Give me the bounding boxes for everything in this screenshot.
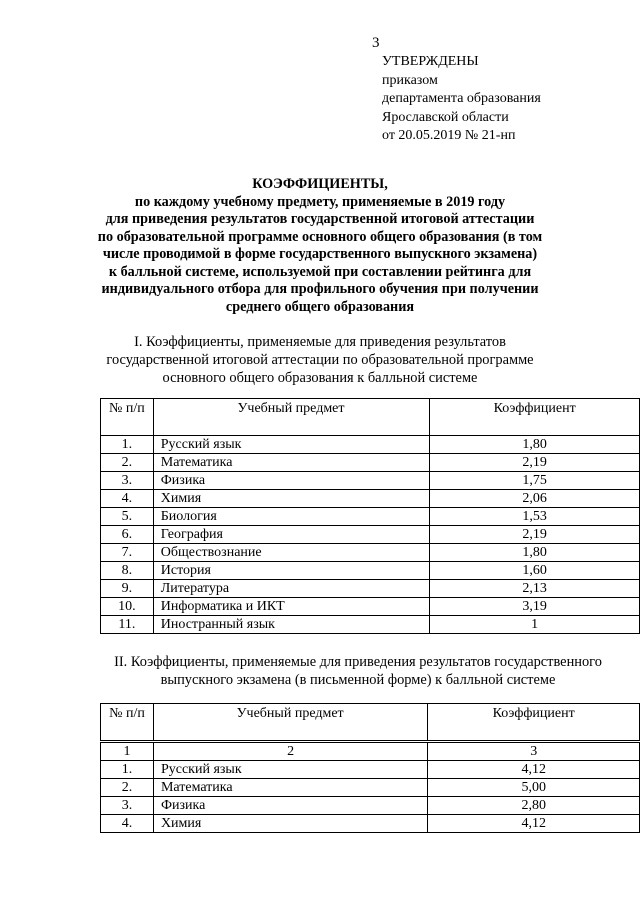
coefficient-value: 2,13 (430, 580, 640, 598)
subject-name: Физика (153, 472, 430, 490)
row-number: 3. (101, 472, 154, 490)
subject-name: Информатика и ИКТ (153, 598, 430, 616)
column-header-subject: Учебный предмет (153, 399, 430, 436)
column-number: 3 (428, 742, 640, 761)
section-heading-line: основного общего образования к балльной системе (162, 370, 478, 386)
coefficient-value: 1,53 (430, 508, 640, 526)
table-row (101, 454, 640, 472)
coefficient-value: 2,19 (430, 526, 640, 544)
subject-name: Химия (153, 490, 430, 508)
column-number: 2 (153, 742, 427, 761)
table-row (101, 544, 640, 562)
coefficient-value: 1,60 (430, 562, 640, 580)
column-header-number: № п/п (101, 399, 154, 436)
coefficient-value: 1,75 (430, 472, 640, 490)
row-number: 9. (101, 580, 154, 598)
table-row (101, 580, 640, 598)
title-line: по образовательной программе основного общего образования (в том (97, 228, 543, 245)
table-row (101, 761, 640, 779)
table-row (101, 779, 640, 797)
section-2-heading (98, 653, 618, 689)
table-row (101, 797, 640, 815)
row-number: 1. (101, 761, 154, 779)
document-title (90, 176, 550, 316)
subject-name: Иностранный язык (153, 616, 430, 634)
subject-name: География (153, 526, 430, 544)
table-header-row (101, 704, 640, 742)
section-heading-line: II. Коэффициенты, применяемые для приведения результатов государственного (114, 654, 602, 670)
section-heading-line: I. Коэффициенты, применяемые для приведения результатов (134, 334, 506, 350)
title-line: к балльной системе, используемой при составлении рейтинга для (108, 263, 532, 280)
approval-line: Ярославской области (382, 109, 509, 125)
coefficient-value: 4,12 (428, 761, 640, 779)
approval-line: департамента образования (382, 91, 541, 106)
row-number: 4. (101, 815, 154, 833)
approval-line: УТВЕРЖДЕНЫ (382, 54, 479, 69)
coefficient-value: 3,19 (430, 598, 640, 616)
title-line: по каждому учебному предмету, применяемые в 2019 году (134, 193, 506, 210)
approval-line: приказом (382, 72, 438, 88)
row-number: 2. (101, 454, 154, 472)
title-line: среднего общего образования (225, 298, 415, 315)
approval-stamp (382, 53, 541, 146)
column-number: 1 (101, 742, 154, 761)
section-1-heading (100, 333, 540, 387)
row-number: 7. (101, 544, 154, 562)
section-heading-line: государственной итоговой аттестации по образовательной программе (106, 352, 534, 368)
subject-name: Физика (153, 797, 427, 815)
table-row (101, 598, 640, 616)
coefficient-value: 2,06 (430, 490, 640, 508)
table-row (101, 616, 640, 634)
table-row (101, 815, 640, 833)
subject-name: Обществознание (153, 544, 430, 562)
title-line: индивидуального отбора для профильного обучения при получении (101, 281, 539, 297)
row-number: 8. (101, 562, 154, 580)
table-row (101, 490, 640, 508)
row-number: 2. (101, 779, 154, 797)
approval-line: от 20.05.2019 № 21-нп (382, 128, 516, 143)
coefficient-value: 1,80 (430, 436, 640, 454)
title-line: для приведения результатов государственной итоговой аттестации (105, 211, 535, 227)
coefficients-table-2 (100, 703, 640, 833)
subject-name: Химия (153, 815, 427, 833)
subject-name: Русский язык (153, 761, 427, 779)
table-row (101, 436, 640, 454)
subject-name: Биология (153, 508, 430, 526)
row-number: 4. (101, 490, 154, 508)
column-header-coefficient: Коэффициент (430, 399, 640, 436)
title-line: КОЭФФИЦИЕНТЫ, (252, 176, 388, 192)
table-row (101, 526, 640, 544)
column-header-coefficient: Коэффициент (428, 704, 640, 742)
coefficient-value: 1,80 (430, 544, 640, 562)
page-number: 3 (372, 35, 380, 51)
column-number-row (101, 742, 640, 761)
subject-name: Математика (153, 454, 430, 472)
table-header-row (101, 399, 640, 436)
coefficient-value: 5,00 (428, 779, 640, 797)
row-number: 1. (101, 436, 154, 454)
subject-name: Литература (153, 580, 430, 598)
row-number: 10. (101, 598, 154, 616)
section-heading-line: выпускного экзамена (в письменной форме) к балльной системе (160, 672, 556, 688)
coefficients-table-1 (100, 398, 640, 634)
subject-name: История (153, 562, 430, 580)
row-number: 6. (101, 526, 154, 544)
title-line: числе проводимой в форме государственного выпускного экзамена) (102, 246, 538, 262)
table-row (101, 472, 640, 490)
row-number: 5. (101, 508, 154, 526)
subject-name: Русский язык (153, 436, 430, 454)
coefficient-value: 4,12 (428, 815, 640, 833)
coefficient-value: 2,19 (430, 454, 640, 472)
row-number: 11. (101, 616, 154, 634)
column-header-number: № п/п (101, 704, 154, 742)
table-row (101, 562, 640, 580)
coefficient-value: 1 (430, 616, 640, 634)
subject-name: Математика (153, 779, 427, 797)
column-header-subject: Учебный предмет (153, 704, 427, 742)
row-number: 3. (101, 797, 154, 815)
table-row (101, 508, 640, 526)
coefficient-value: 2,80 (428, 797, 640, 815)
